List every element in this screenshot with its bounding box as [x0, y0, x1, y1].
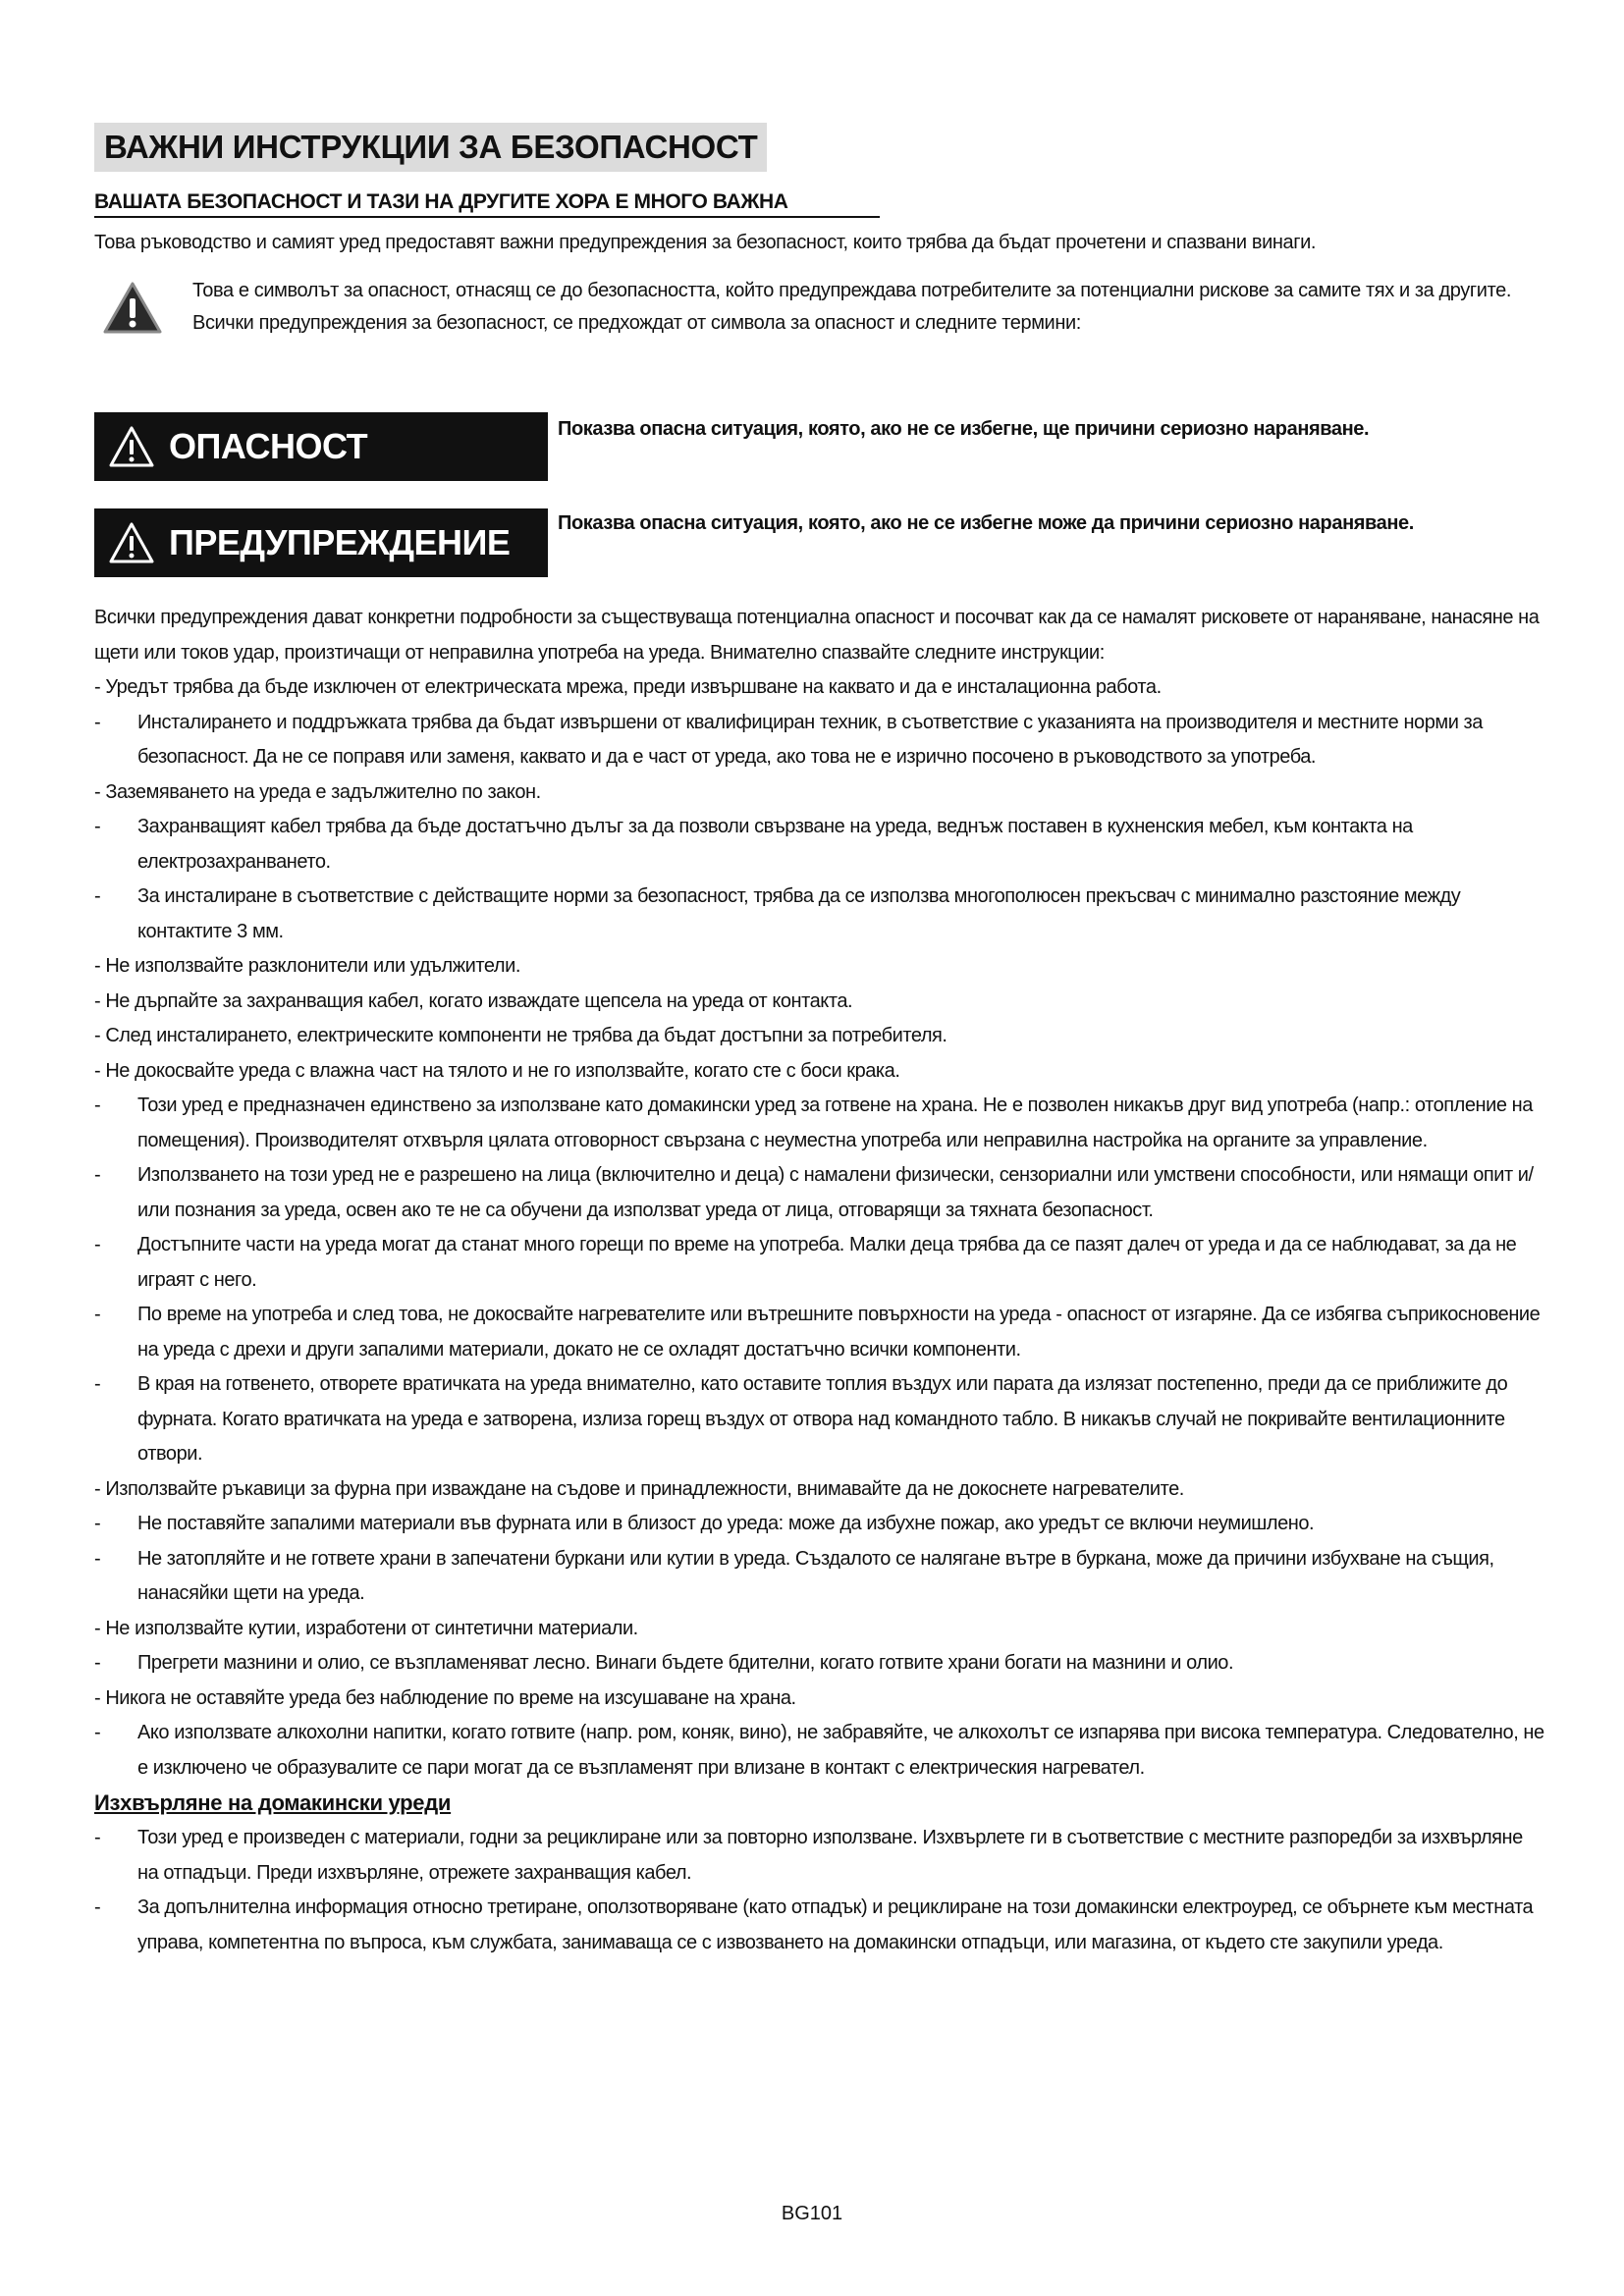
instruction-text: Достъпните части на уреда могат да станат много горещи по време на употреба. Малки деца трябва да се пазят далеч от уреда и да се наблюдават, за да не играят с него. [137, 1234, 1517, 1291]
instruction-text: Прегрети мазнини и олио, се възпламеняват лесно. Винаги бъдете бдителни, когато готвите храни богати на мазнини и олио. [137, 1652, 1234, 1674]
instruction-item [94, 1646, 1547, 1682]
instruction-text: Инсталирането и поддръжката трябва да бъдат извършени от квалифициран техник, в съответствие с указанията на производителя и местните норми за безопасност. Да не се поправя или заменя, каквато и да е част от уреда, ако това не е изрично посочено в ръководството за употреба. [137, 711, 1483, 768]
instruction-text: Ако използвате алкохолни напитки, когато готвите (напр. ром, коняк, вино), не забравяйте, че алкохолът се изпарява при висока температура. Следователно, не е изключено че образувалите се пари могат да се възпламенят при влизане в контакт с електрическия нагревател. [137, 1722, 1544, 1779]
bullet-dash: - [94, 885, 101, 907]
disposal-text: Този уред е произведен с материали, годни за рециклиране или за повторно използване. Изхвърлете ги в съответствие с местните разпоредби за изхвърляне на отпадъци. Преди изхвърляне, отрежете захранващия кабел. [137, 1827, 1523, 1884]
bullet-dash: - [94, 1652, 101, 1674]
instruction-text: Този уред е предназначен единствено за използване като домакински уред за готвене на храна. Не е позволен никакъв друг вид употреба (напр.: отопление на помещения). Производителят отхвърля цялата отговорност свързана с неуместна употреба или неправилна настройка на органите за управление. [137, 1095, 1533, 1151]
page-title: ВАЖНИ ИНСТРУКЦИИ ЗА БЕЗОПАСНОСТ [94, 123, 767, 172]
instruction-item: - Никога не оставяйте уреда без наблюдение по време на изсушаване на храна. [94, 1686, 796, 1709]
danger-description: Показва опасна ситуация, която, ако не се избегне, ще причини сериозно нараняване. [558, 418, 1370, 440]
instruction-item: - След инсталирането, електрическите компоненти не трябва да бъдат достъпни за потребителя. [94, 1025, 947, 1046]
instruction-item [94, 880, 1547, 949]
bullet-dash: - [94, 1164, 101, 1186]
instruction-item: - Заземяването на уреда е задължително по закон. [94, 780, 541, 803]
bullet-dash: - [94, 1373, 101, 1395]
instruction-item [94, 1298, 1547, 1367]
instruction-item [94, 1542, 1547, 1612]
disposal-item [94, 1891, 1547, 1960]
instruction-text: Захранващият кабел трябва да бъде достатъчно дълъг за да позволи свързване на уреда, веднъж поставен в кухненския мебел, към контакта на електрозахранването. [137, 816, 1413, 873]
bullet-dash: - [94, 1095, 101, 1116]
bullet-dash: - [94, 1513, 101, 1534]
danger-signal-box [94, 412, 548, 481]
instruction-text: Не поставяйте запалими материали във фурната или в близост до уреда: може да избухне пожар, ако уредът се включи неумишлено. [137, 1513, 1315, 1534]
warning-triangle-icon [108, 521, 155, 564]
instruction-item: - Не дърпайте за захранващия кабел, когато изваждате щепсела на уреда от контакта. [94, 989, 853, 1012]
instruction-item: - Не използвайте разклонители или удължители. [94, 955, 520, 977]
warning-signal-box [94, 508, 548, 577]
instruction-text: Не затопляйте и не гответе храни в запечатени буркани или кутии в уреда. Създалото се налягане вътре в буркана, може да причини избухване на същия, нанасяйки щети на уреда. [137, 1547, 1494, 1604]
instruction-item [94, 1367, 1547, 1472]
bullet-dash: - [94, 1304, 101, 1325]
disposal-item [94, 1821, 1547, 1891]
instruction-item: - Не използвайте кутии, изработени от синтетични материали. [94, 1617, 638, 1639]
warning-triangle-icon [108, 425, 155, 468]
warning-label: ПРЕДУПРЕЖДЕНИЕ [169, 522, 511, 562]
instruction-item [94, 706, 1547, 775]
instruction-item [94, 1089, 1547, 1158]
symbol-explanation-line: Всички предупреждения за безопасност, се предхождат от символа за опасност и следните термини: [192, 312, 1081, 334]
bullet-dash: - [94, 1234, 101, 1255]
hazard-warning-icon [102, 281, 163, 336]
instruction-item [94, 1228, 1547, 1298]
warning-description: Показва опасна ситуация, която, ако не се избегне може да причини сериозно нараняване. [558, 512, 1414, 534]
instruction-item: - Използвайте ръкавици за фурна при изваждане на съдове и принадлежности, внимавайте да не докоснете нагревателите. [94, 1477, 1184, 1500]
instruction-text: За инсталиране в съответствие с действащите норми за безопасност, трябва да се използва многополюсен прекъсвач с минимално разстояние между контактите 3 мм. [137, 885, 1461, 942]
instruction-item: - Не докосвайте уреда с влажна част на тялото и не го използвайте, когато сте с боси крака. [94, 1059, 900, 1082]
page-number: BG101 [781, 2203, 843, 2224]
instruction-item: - Уредът трябва да бъде изключен от електрическата мрежа, преди извършване на каквато и да е инсталационна работа. [94, 676, 1162, 698]
disposal-heading: Изхвърляне на домакински уреди [94, 1790, 452, 1815]
danger-label: ОПАСНОСТ [169, 426, 368, 466]
bullet-dash: - [94, 1722, 101, 1743]
bullet-dash: - [94, 1547, 101, 1570]
bullet-dash: - [94, 1896, 101, 1918]
symbol-explanation-line: Това е символът за опасност, отнасящ се до безопасността, който предупреждава потребителите за потенциални рискове за самите тях и за другите. [192, 280, 1511, 301]
disposal-text: За допълнителна информация относно третиране, оползотворяване (като отпадък) и рециклиране на този домакински електроуред, се обърнете към местната управа, компетентна по въпроса, към службата, занимаваща се с извозването на домакински отпадъци, или магазина, от където сте закупили уреда. [137, 1896, 1534, 1953]
bullet-dash: - [94, 711, 101, 733]
instruction-text: Използването на този уред не е разрешено на лица (включително и деца) с намалени физически, сензориални или умствени способности, или нямащи опит и/или познания за уреда, освен ако те не са обучени да използват уреда от лица, отговарящи за тяхната безопасност. [137, 1164, 1534, 1221]
instruction-text: По време на употреба и след това, не докосвайте нагревателите или вътрешните повърхности на уреда - опасност от изгаряне. Да се избягва съприкосновение на уреда с дрехи и други запалими материали, докато не се охладят достатъчно всички компоненти. [137, 1304, 1541, 1361]
safety-subtitle: ВАШАТА БЕЗОПАСНОСТ И ТАЗИ НА ДРУГИТЕ ХОРА Е МНОГО ВАЖНА [94, 188, 880, 218]
bullet-dash: - [94, 1827, 101, 1848]
safety-instructions [94, 601, 1547, 1960]
disposal-list [94, 1821, 1547, 1960]
symbol-explanation [192, 275, 1547, 340]
intro-text: Това ръководство и самият уред предоставят важни предупреждения за безопасност, които трябва да бъдат прочетени и спазвани винаги. [94, 232, 1317, 253]
instruction-item [94, 1716, 1547, 1786]
instruction-text: В края на готвенето, отворете вратичката на уреда внимателно, като оставите топлия въздух или парата да излязат постепенно, преди да се приближите до фурната. Когато вратичката на уреда е затворена, излиза горещ въздух от отвора над командното табло. В никакъв случай не покривайте вентилационните отвори. [137, 1373, 1508, 1465]
instruction-list [94, 670, 1547, 1786]
instruction-item [94, 1507, 1547, 1542]
instruction-item [94, 1158, 1547, 1228]
instruction-item [94, 810, 1547, 880]
bullet-dash: - [94, 816, 101, 837]
general-warning-text: Всички предупреждения дават конкретни подробности за съществуваща потенциална опасност и посочват как да се намалят рисковете от нараняване, нанасяне на щети или токов удар, произтичащи от неправилна употреба на уреда. Внимателно спазвайте следните инструкции: [94, 607, 1540, 664]
